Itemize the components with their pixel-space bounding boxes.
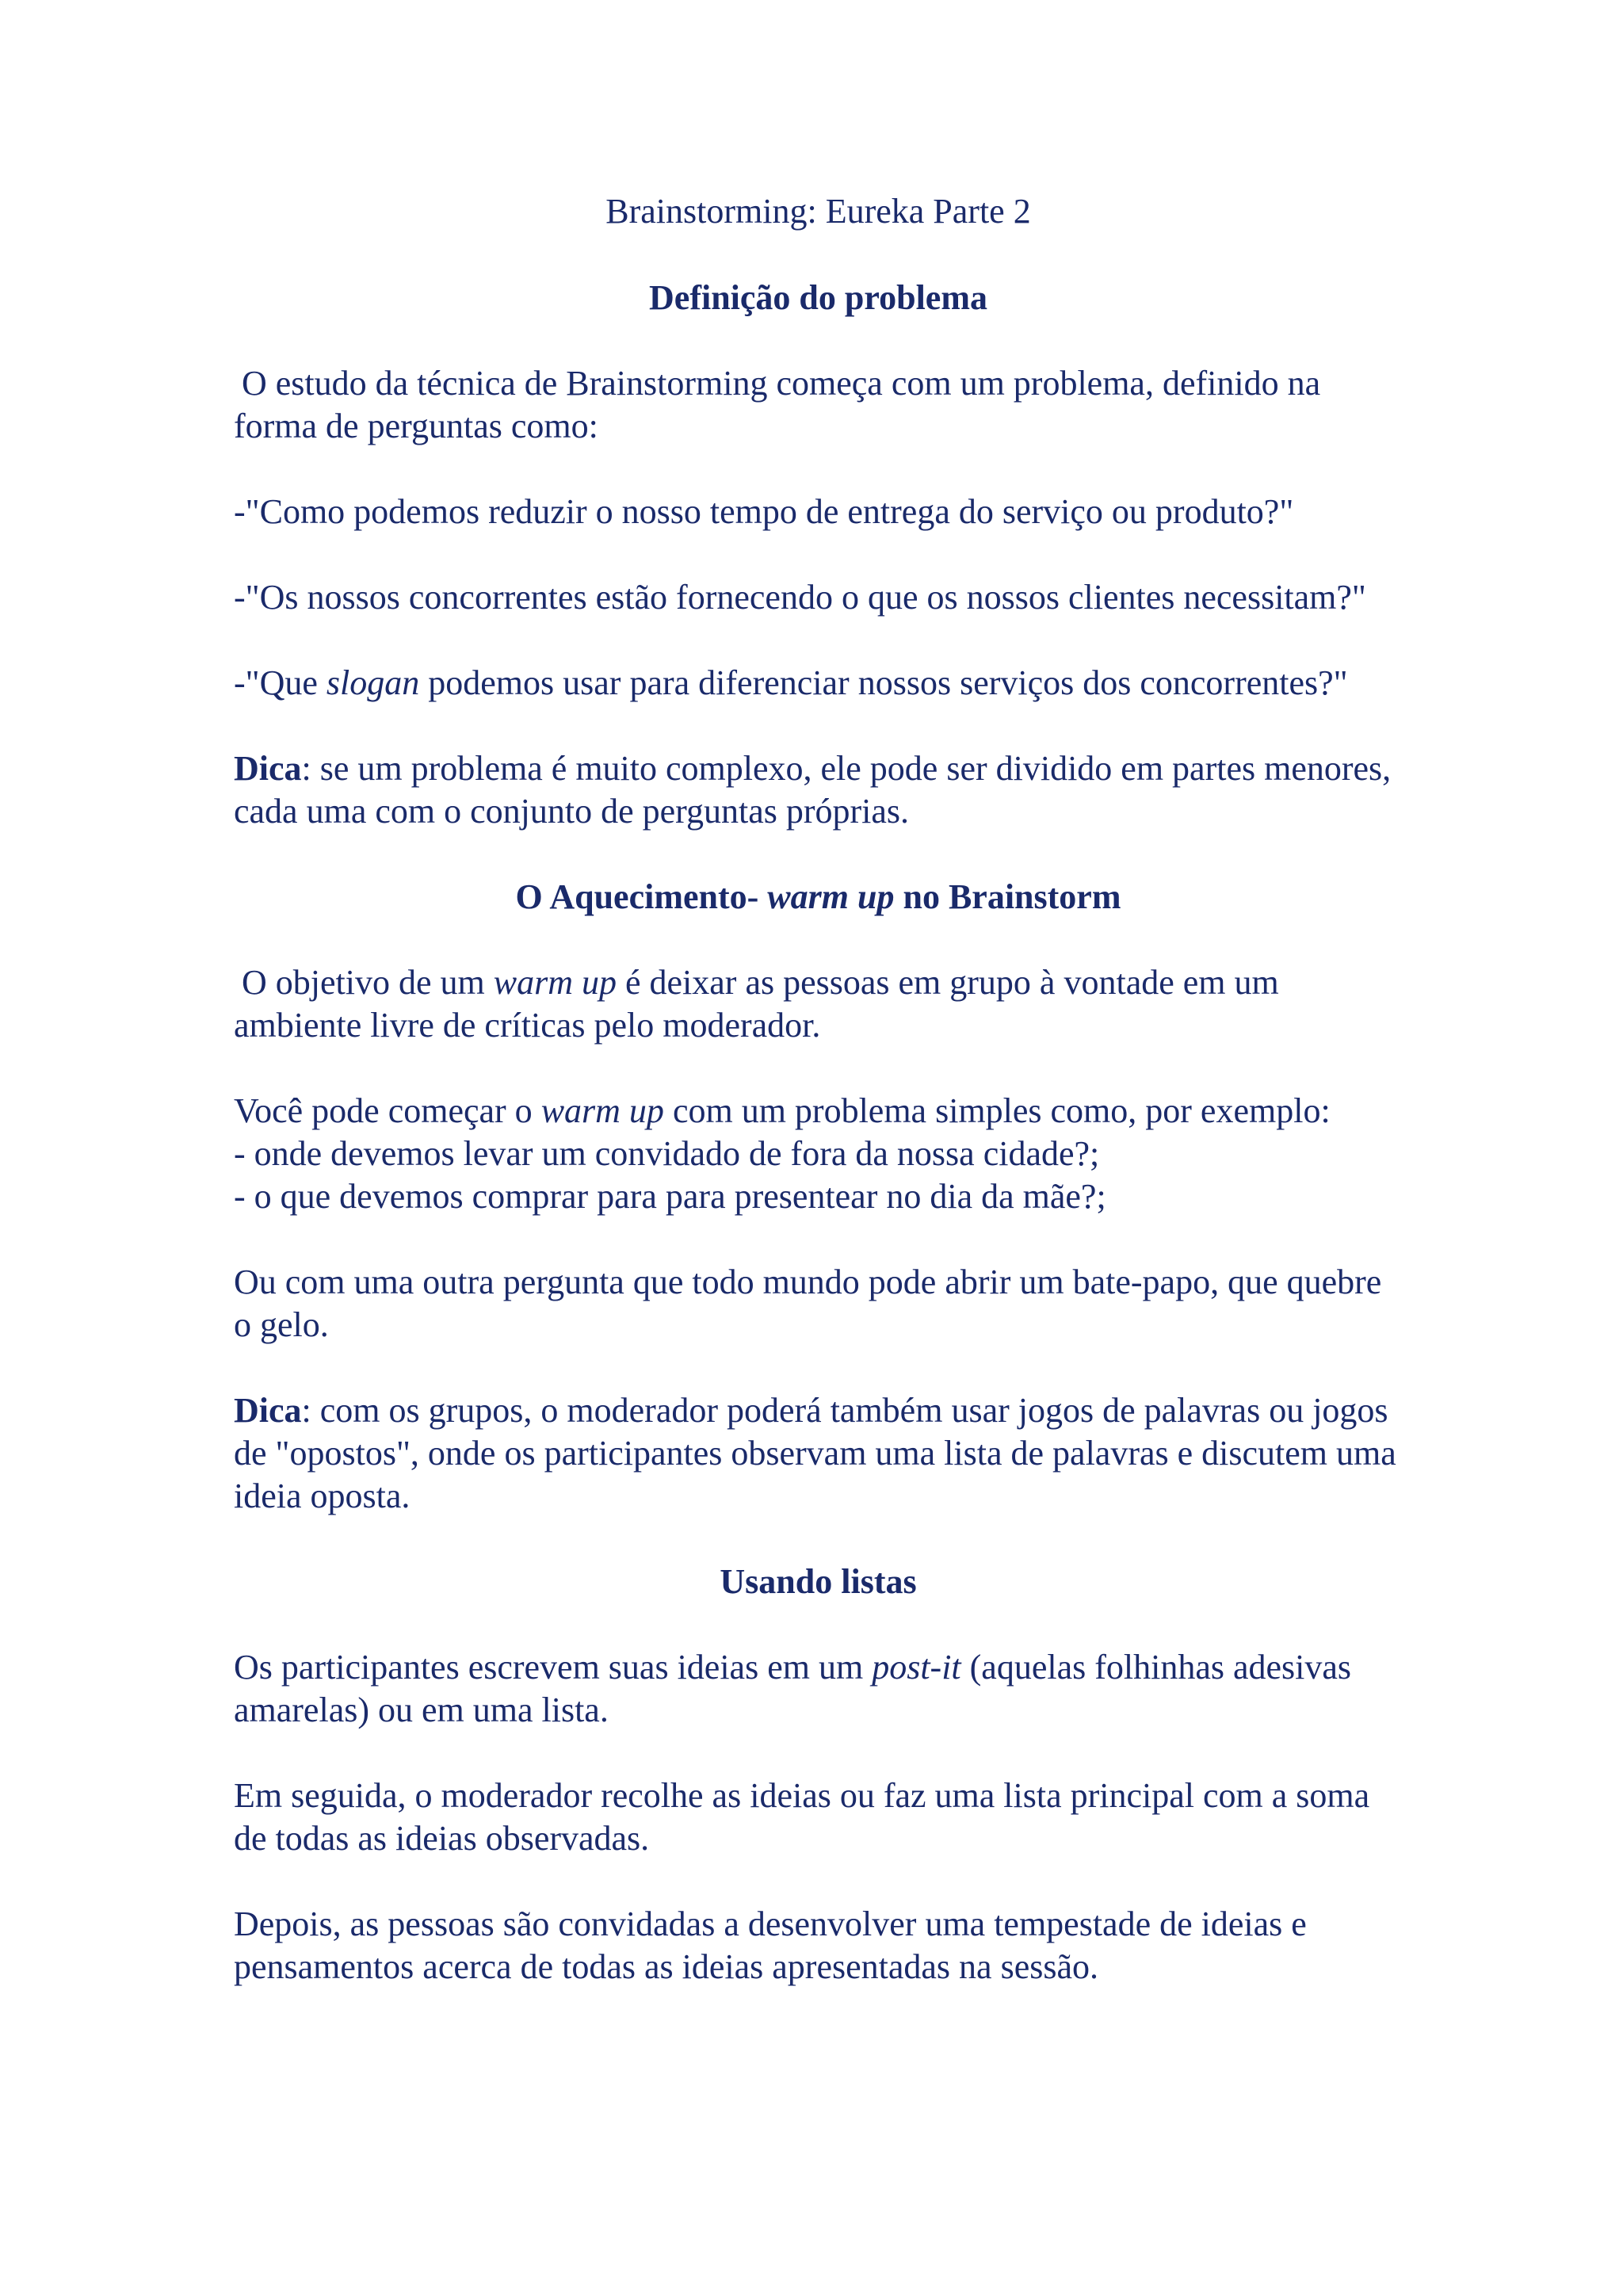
paragraph-listas-3: Depois, as pessoas são convidadas a desenvolver uma tempestade de ideias e pensamentos acerca de todas as ideias apresentadas na sessão. — [234, 1904, 1307, 1986]
heading-aquecimento-suffix: no Brainstorm — [894, 877, 1121, 916]
paragraph-intro — [234, 362, 1403, 448]
heading-aquecimento — [234, 876, 1403, 919]
paragraph-warmup-2-italic: warm up — [540, 1091, 664, 1130]
paragraph-warmup-3: Ou com uma outra pergunta que todo mundo pode abrir um bate-papo, que quebre o gelo. — [234, 1263, 1382, 1344]
paragraph-warmup-1-suffix: é deixar as pessoas em grupo à vontade em um ambiente livre de críticas pelo moderador. — [234, 963, 1279, 1045]
paragraph-listas-1-italic: post-it — [872, 1648, 961, 1687]
question-3-suffix: podemos usar para diferenciar nossos serviços dos concorrentes?" — [419, 663, 1348, 702]
paragraph-warmup-1 — [234, 961, 1403, 1047]
paragraph-listas-1-prefix: Os participantes escrevem suas ideias em um — [234, 1648, 873, 1687]
tip-2-text: : com os grupos, o moderador poderá também usar jogos de palavras ou jogos de "opostos", onde os participantes observam uma lista de palavras e discutem uma ideia oposta. — [234, 1391, 1396, 1515]
question-2: -"Os nossos concorrentes estão fornecendo o que os nossos clientes necessitam?" — [234, 578, 1366, 617]
paragraph-listas-2: Em seguida, o moderador recolhe as ideias ou faz uma lista principal com a soma de todas as ideias observadas. — [234, 1776, 1370, 1858]
heading-usando-listas: Usando listas — [720, 1562, 917, 1601]
tip-1-label: Dica — [234, 749, 302, 788]
document-body — [234, 190, 1403, 2031]
paragraph-warmup-2 — [234, 1090, 1403, 1133]
list-item-warmup-1: - onde devemos levar um convidado de fora da nossa cidade?; — [234, 1134, 1100, 1173]
question-3-prefix: -"Que — [234, 663, 327, 702]
paragraph-warmup-2-suffix: com um problema simples como, por exemplo: — [663, 1091, 1331, 1130]
tip-2 — [234, 1389, 1403, 1518]
question-1: -"Como podemos reduzir o nosso tempo de entrega do serviço ou produto?" — [234, 492, 1294, 531]
heading-definicao-problema: Definição do problema — [649, 278, 987, 317]
document-title: Brainstorming: Eureka Parte 2 — [605, 192, 1031, 231]
question-3-italic: slogan — [326, 663, 420, 702]
question-3 — [234, 662, 1403, 705]
paragraph-warmup-1-italic: warm up — [493, 963, 617, 1002]
paragraph-warmup-2-prefix: Você pode começar o — [234, 1091, 541, 1130]
paragraph-intro-text: O estudo da técnica de Brainstorming começa com um problema, definido na forma de perguntas como: — [234, 364, 1321, 445]
tip-1 — [234, 747, 1403, 833]
list-item-warmup-2: - o que devemos comprar para para presentear no dia da mãe?; — [234, 1177, 1106, 1216]
paragraph-listas-1 — [234, 1646, 1403, 1732]
paragraph-listas-1-suffix: (aquelas folhinhas adesivas amarelas) ou em uma lista. — [234, 1648, 1352, 1729]
heading-aquecimento-prefix: O Aquecimento- — [515, 877, 768, 916]
tip-1-text: : se um problema é muito complexo, ele pode ser dividido em partes menores, cada uma com o conjunto de perguntas próprias. — [234, 749, 1392, 831]
heading-aquecimento-italic: warm up — [767, 877, 895, 916]
tip-2-label: Dica — [234, 1391, 302, 1430]
paragraph-warmup-1-prefix: O objetivo de um — [242, 963, 494, 1002]
